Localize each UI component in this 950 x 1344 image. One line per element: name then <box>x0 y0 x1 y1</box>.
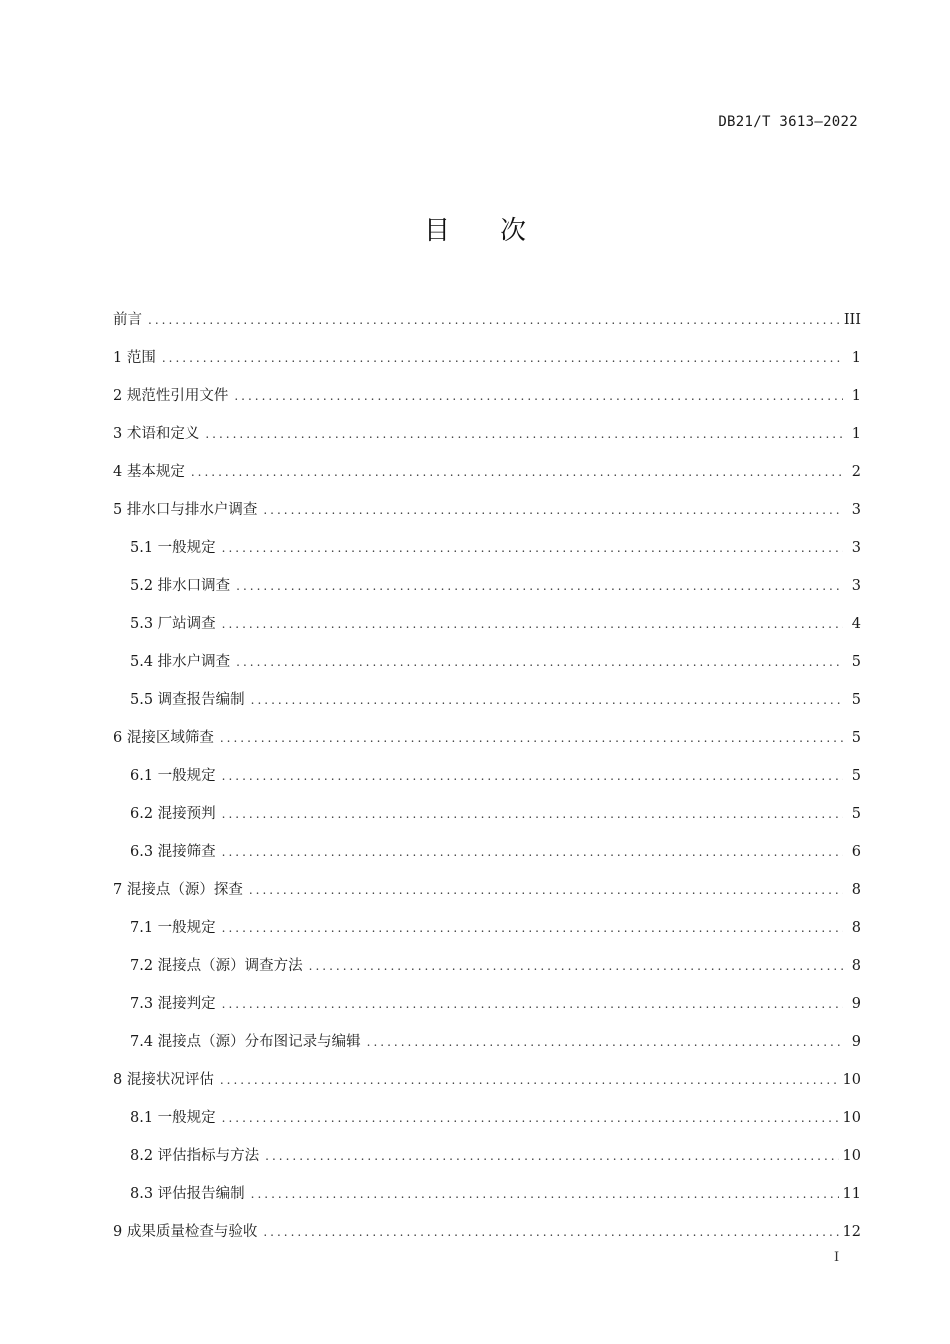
toc-leader-dots <box>220 1061 839 1099</box>
toc-entry-page: 8 <box>851 958 861 974</box>
toc-entry-label: 5.4 排水户调查 <box>130 654 231 670</box>
toc-entry[interactable] <box>113 1213 861 1251</box>
toc-entry[interactable] <box>113 339 861 377</box>
toc-leader-dots <box>205 415 843 453</box>
toc-entry-label: 9 成果质量检查与验收 <box>113 1224 258 1240</box>
toc-entry-label: 5 排水口与排水户调查 <box>113 502 258 518</box>
toc-entry-page: 4 <box>851 616 861 632</box>
toc-entry[interactable] <box>113 909 861 947</box>
toc-entry-page: 3 <box>851 502 861 518</box>
toc-leader-dots <box>251 1175 839 1213</box>
toc-entry-label: 5.2 排水口调查 <box>130 578 231 594</box>
toc-leader-dots <box>148 301 840 339</box>
toc-leader-dots <box>191 453 843 491</box>
toc-entry[interactable] <box>113 795 861 833</box>
toc-entry[interactable] <box>113 301 861 339</box>
toc-entry-page: III <box>843 312 861 328</box>
toc-entry-label: 8.2 评估指标与方法 <box>130 1148 260 1164</box>
toc-leader-dots <box>222 795 843 833</box>
toc-entry-label: 8 混接状况评估 <box>113 1072 214 1088</box>
toc-leader-dots <box>162 339 843 377</box>
toc-entry-label: 1 范围 <box>113 350 156 366</box>
toc-entry[interactable] <box>113 415 861 453</box>
toc-entry-label: 3 术语和定义 <box>113 426 200 442</box>
toc-entry-label: 5.5 调查报告编制 <box>130 692 245 708</box>
toc-entry-page: 5 <box>851 692 861 708</box>
toc-entry-label: 6.1 一般规定 <box>130 768 216 784</box>
toc-entry[interactable] <box>113 681 861 719</box>
toc-leader-dots <box>222 605 843 643</box>
toc-entry-page: 5 <box>851 730 861 746</box>
toc-entry-page: 5 <box>851 768 861 784</box>
toc-entry[interactable] <box>113 985 861 1023</box>
toc-leader-dots <box>249 871 843 909</box>
toc-entry-page: 9 <box>851 1034 861 1050</box>
toc-entry-label: 6 混接区域筛查 <box>113 730 214 746</box>
toc-entry[interactable] <box>113 453 861 491</box>
toc-entry-label: 6.2 混接预判 <box>130 806 216 822</box>
toc-entry[interactable] <box>113 529 861 567</box>
toc-entry[interactable] <box>113 1175 861 1213</box>
table-of-contents <box>113 301 861 1251</box>
toc-leader-dots <box>265 1137 838 1175</box>
toc-entry-page: 5 <box>851 654 861 670</box>
toc-entry-page: 1 <box>851 388 861 404</box>
toc-leader-dots <box>236 643 843 681</box>
toc-leader-dots <box>236 567 843 605</box>
toc-entry-page: 3 <box>851 578 861 594</box>
toc-entry-page: 6 <box>851 844 861 860</box>
toc-entry-label: 4 基本规定 <box>113 464 185 480</box>
toc-entry-label: 2 规范性引用文件 <box>113 388 229 404</box>
toc-entry-page: 10 <box>842 1110 861 1126</box>
page-title: 目次 <box>423 216 576 246</box>
toc-leader-dots <box>222 833 843 871</box>
toc-entry[interactable] <box>113 377 861 415</box>
toc-entry-label: 8.1 一般规定 <box>130 1110 216 1126</box>
toc-leader-dots <box>263 1213 838 1251</box>
toc-leader-dots <box>263 491 843 529</box>
toc-leader-dots <box>367 1023 843 1061</box>
toc-entry[interactable] <box>113 833 861 871</box>
toc-entry[interactable] <box>113 871 861 909</box>
toc-entry[interactable] <box>113 491 861 529</box>
toc-entry-label: 5.3 厂站调查 <box>130 616 216 632</box>
standard-code: DB21/T 3613—2022 <box>718 114 858 130</box>
toc-entry[interactable] <box>113 643 861 681</box>
toc-entry-page: 11 <box>842 1186 861 1202</box>
toc-entry-page: 3 <box>851 540 861 556</box>
toc-leader-dots <box>222 1099 839 1137</box>
toc-entry-label: 7.2 混接点（源）调查方法 <box>130 958 303 974</box>
toc-leader-dots <box>251 681 843 719</box>
page-number: I <box>834 1250 840 1265</box>
toc-entry[interactable] <box>113 1099 861 1137</box>
toc-entry-page: 5 <box>851 806 861 822</box>
toc-entry-label: 8.3 评估报告编制 <box>130 1186 245 1202</box>
toc-entry-label: 7.4 混接点（源）分布图记录与编辑 <box>130 1034 361 1050</box>
toc-entry[interactable] <box>113 1061 861 1099</box>
toc-entry[interactable] <box>113 605 861 643</box>
toc-leader-dots <box>220 719 843 757</box>
toc-entry[interactable] <box>113 567 861 605</box>
toc-entry-page: 10 <box>842 1072 861 1088</box>
toc-leader-dots <box>222 909 843 947</box>
toc-leader-dots <box>222 757 843 795</box>
toc-entry-label: 5.1 一般规定 <box>130 540 216 556</box>
toc-entry[interactable] <box>113 1137 861 1175</box>
toc-entry-page: 2 <box>851 464 861 480</box>
toc-entry[interactable] <box>113 757 861 795</box>
toc-entry-page: 9 <box>851 996 861 1012</box>
toc-entry-label: 前言 <box>113 312 142 328</box>
toc-entry-page: 1 <box>851 350 861 366</box>
toc-entry-label: 7.1 一般规定 <box>130 920 216 936</box>
toc-entry-page: 12 <box>842 1224 861 1240</box>
toc-entry-label: 7 混接点（源）探查 <box>113 882 243 898</box>
toc-entry[interactable] <box>113 1023 861 1061</box>
toc-leader-dots <box>222 985 843 1023</box>
toc-entry-page: 10 <box>842 1148 861 1164</box>
toc-entry[interactable] <box>113 719 861 757</box>
toc-entry-page: 1 <box>851 426 861 442</box>
toc-entry-label: 7.3 混接判定 <box>130 996 216 1012</box>
toc-entry[interactable] <box>113 947 861 985</box>
toc-entry-page: 8 <box>851 920 861 936</box>
toc-leader-dots <box>222 529 843 567</box>
toc-leader-dots <box>234 377 843 415</box>
toc-leader-dots <box>309 947 843 985</box>
toc-entry-label: 6.3 混接筛查 <box>130 844 216 860</box>
toc-entry-page: 8 <box>851 882 861 898</box>
